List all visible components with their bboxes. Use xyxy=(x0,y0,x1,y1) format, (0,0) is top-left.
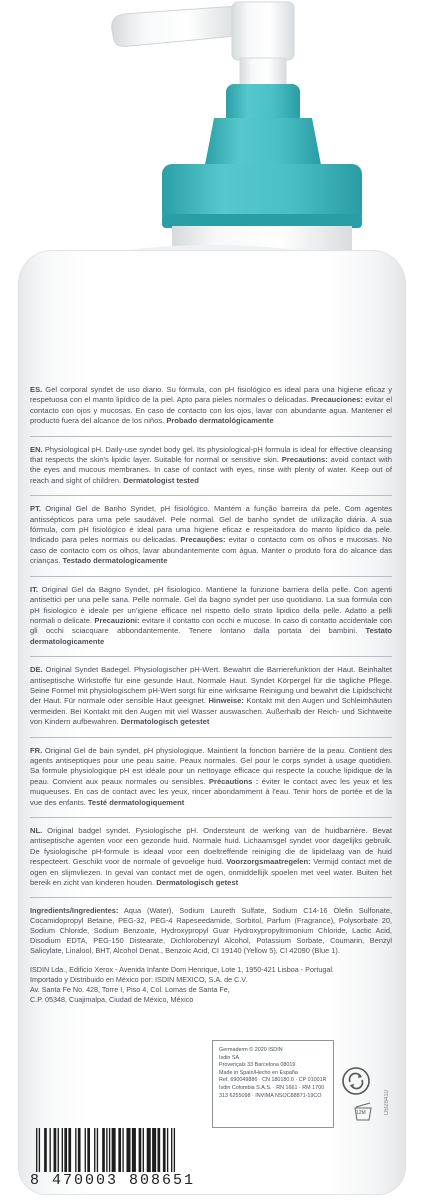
barcode-number: 8 470003 808651 xyxy=(30,1172,196,1189)
barcode-bar xyxy=(147,1128,151,1172)
label-footer xyxy=(30,1030,392,1189)
barcode-bar xyxy=(152,1128,156,1172)
company-line: Importado y Distribuido en México por: ISDIN MEXICO, S.A. de C.V. xyxy=(30,975,248,985)
divider xyxy=(30,897,392,898)
barcode-bar xyxy=(94,1128,95,1172)
precaution-label: Hinweise: xyxy=(208,696,244,706)
precaution-label: Précautions : xyxy=(208,776,259,786)
label-paragraph-fr xyxy=(30,746,392,808)
precaution-text: evitare il contatto con occhi e mucose. In caso di contatto accidentale con gli occhi sciacquare abbondantemente. Tenere lontano dalla portata dei bambini. xyxy=(30,615,392,636)
barcode-bar xyxy=(36,1128,37,1172)
divider xyxy=(30,656,392,657)
manufacturer-line: Ref. 690049886 · CN 180180.0 · CP 01001R xyxy=(219,1077,327,1084)
manufacturer-line: Made in Spain/Hecho en España xyxy=(219,1069,298,1076)
precaution-label: Precauciones: xyxy=(310,395,363,405)
precaution-text: evitar o contacto com os olhos e mucosas. No caso de contacto com os olhos, lavar abundantemente com água. Manter o produto fora do alcance das crianças. xyxy=(30,535,393,566)
barcode-bar xyxy=(68,1128,71,1172)
barcode-bar xyxy=(163,1128,166,1172)
barcode-bar xyxy=(85,1128,86,1172)
barcode-bar xyxy=(75,1128,76,1172)
barcode-bar xyxy=(106,1128,107,1172)
ingredients-list xyxy=(30,906,392,956)
precaution-text: éviter le contact avec les yeux et les muqueuses. En cas de contact avec les yeux, rincer abondamment à l'eau. Tenir hors de portée et de la vue des enfants. xyxy=(30,776,393,807)
manufacturer-line: Germaderm © 2020 ISDIN xyxy=(219,1047,283,1053)
label-text: Physiological pH. Daily-use syndet body gel. Its physiological-pH formula is ideal for effective cleansing that respects the skin's lipidic layer. Suitable for normal or sensitive skin. xyxy=(30,444,392,465)
barcode-bar xyxy=(44,1128,47,1172)
barcode-bar xyxy=(64,1128,67,1172)
ingredients-label: Ingredients/Ingredientes: xyxy=(30,906,119,916)
tested-text: Probado dermatológicamente xyxy=(166,416,274,426)
barcode-bar xyxy=(158,1128,161,1172)
precaution-label: Precauzioni: xyxy=(94,615,140,625)
ingredients-text: Aqua (Water), Sodium Laureth Sulfate, Sodium C14-16 Olefin Sulfonate, Cocamidopropyl Betaine, PEG-32, PEG-4 Rapeseedamide, Sorbitol, Parfum (Fragrance), Polysorbate 20, Sodium Chloride, Sodium Benzoate, Hydroxypropyl Guar Hydroxypropyltrimonium Chloride, Lactic Acid, Disodium EDTA, PEG-150 Distearate, Dichlorobenzyl Alcohol, Potassium Sorbate, Coumarin, Benzyl Salicylate, Linalool, BHT, Alcohol Denat., Benzoic Acid, CI 19140 (Yellow 5), CI 42090 (Blue 1). xyxy=(30,906,392,956)
lang-code: EN. xyxy=(30,444,43,454)
divider xyxy=(30,495,392,496)
barcode-bar xyxy=(118,1128,121,1172)
label-text: Gel corporal syndet de uso diario. Su fórmula, con pH fisiológico es ideal para una higiene eficaz y respetuosa con el manto lipídico de la piel. Apto para pieles normales o delicadas. xyxy=(30,385,392,405)
barcode-bar xyxy=(78,1128,81,1172)
divider xyxy=(30,817,392,818)
precaution-text: evitar el contacto con ojos y mucosas. En caso de contacto con los ojos, lavar con abundante agua. Mantener el producto fuera del alcance de los niños. xyxy=(30,395,393,426)
manufacturer-line: 313 6255098 · INVIMA NSOC88871-19CO xyxy=(219,1092,322,1099)
barcode-bar xyxy=(112,1128,116,1172)
pao-text: 12M xyxy=(356,1110,366,1116)
barcode-bar xyxy=(58,1128,59,1172)
label-paragraph-pt xyxy=(30,504,392,566)
barcode-bar xyxy=(62,1128,63,1172)
barcode-bar xyxy=(139,1128,142,1172)
barcode-bar xyxy=(39,1128,40,1172)
precaution-text: Vermijd contact met de ogen en slijmvliezen. In geval van contact met de ogen, onmiddellijk spoelen met veel water. Buiten het bereik en zicht van kinderen houden. xyxy=(30,857,392,888)
label-text: Original Gel da Bagno Syndet, pH fisiologico. Mantiene la funzione barriera della pelle. Con agenti antisettici per una pelle sana. Pelle normale. Gel da bagno syndet per uso quotidiano. La sua formula con pH fisiologico è ideale per un'igiene efficace nel rispetto dello strato lipidico della pelle. Adatto a pelli normali o delicate. xyxy=(30,584,392,625)
precaution-label: Precautions: xyxy=(281,455,328,465)
precaution-label: Precauções: xyxy=(180,535,226,545)
barcode-bar xyxy=(50,1128,51,1172)
company-line: ISDIN Lda., Edificio Xerox - Avenida Infante Dom Henrique, Lote 1, 1950-421 Lisboa - Portugal. xyxy=(30,965,334,975)
divider xyxy=(30,576,392,577)
label-paragraph-de xyxy=(30,665,392,727)
divider xyxy=(30,436,392,437)
label-paragraph-nl xyxy=(30,826,392,888)
divider xyxy=(30,737,392,738)
label-paragraph-en xyxy=(30,445,392,487)
recycle-icon xyxy=(341,1066,371,1096)
precaution-text: Kontakt mit den Augen und Schleimhäuten vermeiden. Bei Kontakt mit den Augen mit viel Wasser auswaschen. Außerhalb der Reich- und Sichtweite von Kindern aufbewahren. xyxy=(30,696,392,727)
tested-text: Dermatologist tested xyxy=(123,475,199,485)
lang-code: PT. xyxy=(30,504,41,514)
barcode-bar xyxy=(126,1128,130,1172)
tested-text: Testé dermatologiquement xyxy=(87,797,185,807)
lang-code: FR. xyxy=(30,745,43,755)
barcode-bar xyxy=(97,1128,98,1172)
tested-text: Testado dermatologicamente xyxy=(62,556,168,566)
tested-text: Testato dermatologicamente xyxy=(30,626,392,646)
manufacturer-line: Isdin Colombia S.A.S. · RN 1661 · RM 1700 xyxy=(219,1084,325,1091)
tested-text: Dermatologisch getestet xyxy=(120,717,210,727)
manufacturer-box xyxy=(212,1040,334,1128)
barcode-bar xyxy=(109,1128,110,1172)
lang-code: DE. xyxy=(30,665,43,675)
label-text: Original Gel de bain syndet, pH physiologique. Maintient la fonction barrière de la peau. Contient des agents antiseptiques pour une peau saine. Peaux normales. Gel pour le corps syndet à usage quotidien. Sa formule physiologique pH est idéale pour un nettoyage efficace qui respecte la couche lipidique de la peau. Convient aux peaux normales ou sensibles. xyxy=(30,745,392,786)
tested-text: Dermatologisch getest xyxy=(156,878,239,888)
barcode-bar xyxy=(54,1128,57,1172)
lang-code: NL. xyxy=(30,826,43,835)
lot-code: DB28410 xyxy=(384,1090,390,1116)
label-paragraph-it xyxy=(30,585,392,647)
lang-code: ES. xyxy=(30,385,43,394)
company-info xyxy=(30,965,392,1005)
barcode-bar xyxy=(102,1128,105,1172)
barcode-bar xyxy=(87,1128,90,1172)
precaution-label: Voorzorgsmaatregelen: xyxy=(226,857,311,867)
manufacturer-line: Provençals 33 Barcelona 08019 xyxy=(219,1062,296,1069)
label-paragraph-es xyxy=(30,385,392,427)
precaution-text: avoid contact with the eyes and mucous membranes. In case of contact with eyes, rinse with plenty of water. Keep out of reach and sight of children. xyxy=(30,455,392,485)
barcode-bar xyxy=(167,1128,168,1172)
barcode-bar xyxy=(132,1128,136,1172)
lang-code: IT. xyxy=(30,584,39,594)
company-line: Av. Santa Fe No. 428, Torre I, Piso 4, Col. Lomas de Santa Fe, xyxy=(30,985,230,995)
pao-icon xyxy=(352,1100,374,1127)
barcode-bar xyxy=(143,1128,144,1172)
barcode-bar xyxy=(171,1128,172,1172)
barcode-bar xyxy=(174,1128,175,1172)
manufacturer-line: Isdin SA xyxy=(219,1054,240,1061)
label-text: Original Syndet Badegel. Physiologischer pH-Wert. Bewahrt die Barrierefunktion der Haut. Beinhaltet antiseptische Wirkstoffe für eine gesunde Haut. Normale Haut. Syndet Körpergel für die tägliche Pflege. Seine Formel mit physiologischem pH-Wert sorgt für eine wirksame Reinigung und bewahrt die Lipidschicht der Haut. Für normale oder sensible Haut geeignet. xyxy=(30,665,392,706)
label-text: Original Gel de Banho Syndet, pH fisiológico. Mantém a função barreira da pele. Com agentes antissépticos para uma pele saudável. Pele normal. Gel de banho syndet de utilização diária. A sua fórmula, com pH fisiológico é ideal para uma higiene eficaz e respeitadora do manto lipídico da pele. Indicado para peles normais ou delicadas. xyxy=(30,504,392,545)
label-text: Original badgel syndet. Fysiologische pH. Ondersteunt de werking van de huidbarrière. Bevat antiseptische agenten voor een gezonde huid. Normale huid. Lichaamsgel syndet voor dagelijks gebruik. De fysiologische pH-formule is ideaal voor een doeltreffende reiniging die de lipidelaag van de huid respecteert. Geschikt voor de normale of gevoelige huid. xyxy=(30,826,392,867)
barcode-bar xyxy=(122,1128,123,1172)
company-line: C.P. 05348, Cuajimalpa, Ciudad de México, México xyxy=(30,995,194,1005)
